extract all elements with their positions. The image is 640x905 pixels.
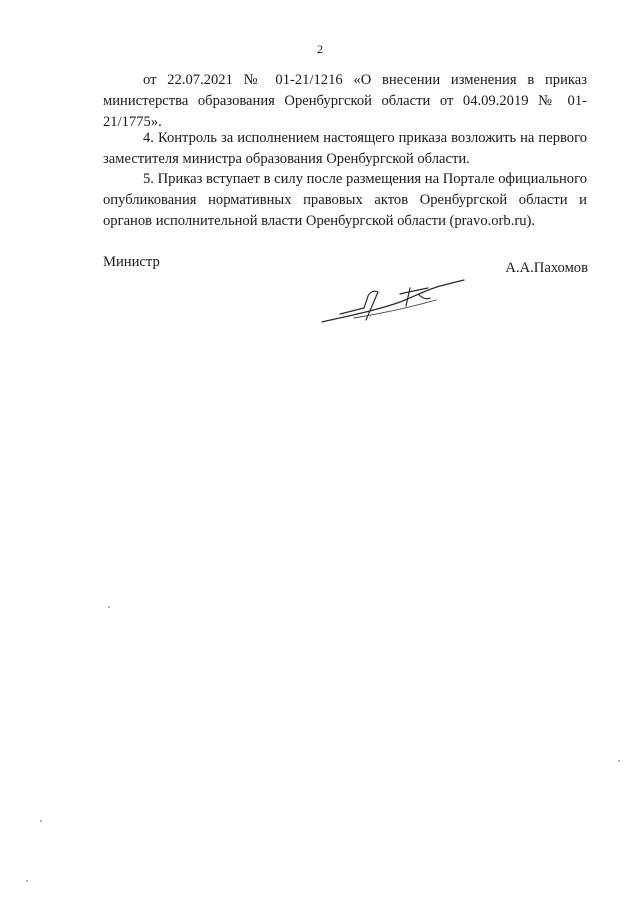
- scan-speck: [108, 606, 110, 608]
- scan-speck: [40, 820, 42, 822]
- scan-speck: [618, 760, 620, 762]
- paragraph-effective-clause: 5. Приказ вступает в силу после размещения на Портале официального опубликования нормативных правовых актов Оренбургской области и органов исполнительной власти Оренбургской области (pravo.orb.ru).: [103, 171, 587, 229]
- page-number: 2: [317, 42, 323, 56]
- paragraph-control-clause: 4. Контроль за исполнением настоящего приказа возложить на первого заместителя министра образования Оренбургской области.: [103, 130, 587, 167]
- scan-speck: [26, 880, 28, 882]
- signatory-title: Министр: [103, 254, 160, 270]
- paragraph-order-reference: от 22.07.2021 № 01-21/1216 «О внесении изменения в приказ министерства образования Оренбургской области от 04.09.2019 № 01-21/1775».: [103, 72, 587, 130]
- handwritten-signature: [318, 272, 468, 332]
- signatory-name: А.А.Пахомов: [505, 260, 588, 276]
